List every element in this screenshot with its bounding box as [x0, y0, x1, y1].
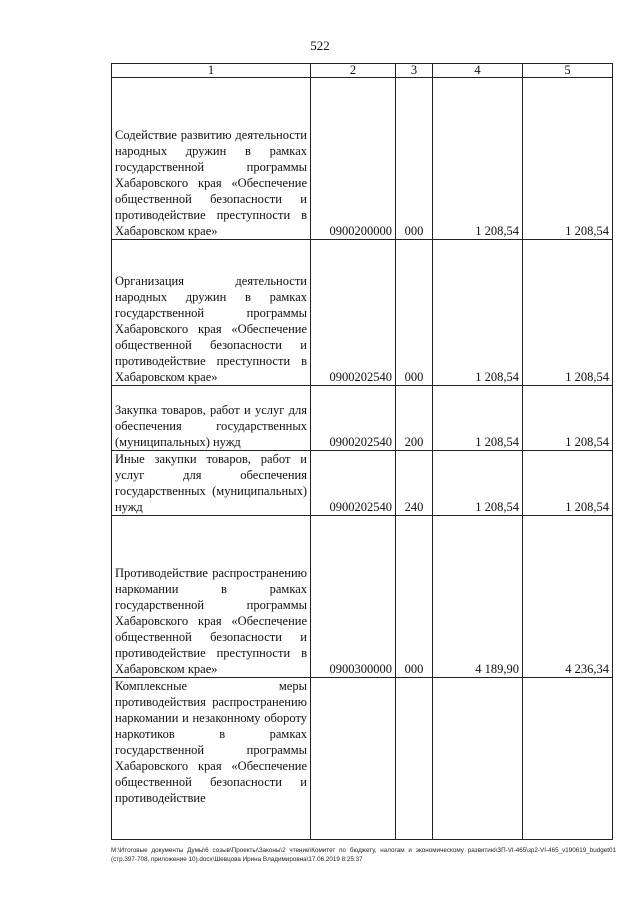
row-value-2: 1 208,54 — [523, 386, 613, 451]
row-value-2: 1 208,54 — [523, 240, 613, 386]
table-row — [112, 78, 613, 240]
row-type: 000 — [396, 78, 433, 240]
row-value-1: 1 208,54 — [433, 78, 523, 240]
row-value-2: 1 208,54 — [523, 451, 613, 516]
table-header-row — [112, 64, 613, 78]
row-name: Содействие развитию деятельности народных дружин в рамках государственной программы Хабаровского края «Обеспечение общественной безопасности и противодействие преступности в Хабаровском крае» — [112, 78, 311, 240]
budget-table — [111, 63, 613, 840]
table-row — [112, 240, 613, 386]
row-code: 0900202540 — [311, 386, 396, 451]
row-value-2: 1 208,54 — [523, 78, 613, 240]
table-row — [112, 386, 613, 451]
row-name: Организация деятельности народных дружин в рамках государственной программы Хабаровского края «Обеспечение общественной безопасности и противодействие преступности в Хабаровском крае» — [112, 240, 311, 386]
row-name: Иные закупки товаров, работ и услуг для обеспечения государственных (муниципальных) нужд — [112, 451, 311, 516]
row-code — [311, 678, 396, 840]
row-value-1: 1 208,54 — [433, 240, 523, 386]
row-type: 240 — [396, 451, 433, 516]
table-row — [112, 451, 613, 516]
row-code: 0900300000 — [311, 516, 396, 678]
row-code: 0900200000 — [311, 78, 396, 240]
row-value-1: 4 189,90 — [433, 516, 523, 678]
file-path-footer: M:\Итоговые документы Думы\6 созыв\Проекты\Законы\2 чтение\Комитет по бюджету, налогам и экономическому развитию\ЗП-VI-465\зр2-VI-465_v190619_budget01 (стр.397-708, приложение 10).docx\Шевцова Ирина Владимировна\17.06.2019 8:25:37 — [111, 847, 616, 863]
page-number: 522 — [310, 38, 330, 53]
row-value-1: 1 208,54 — [433, 451, 523, 516]
table-row — [112, 678, 613, 840]
column-header: 5 — [523, 64, 613, 78]
column-header: 3 — [396, 64, 433, 78]
table-row — [112, 516, 613, 678]
row-name: Противодействие распространению наркомании в рамках государственной программы Хабаровского края «Обеспечение общественной безопасности и противодействие преступности в Хабаровском крае» — [112, 516, 311, 678]
row-value-1 — [433, 678, 523, 840]
row-value-2 — [523, 678, 613, 840]
row-type: 200 — [396, 386, 433, 451]
column-header: 2 — [311, 64, 396, 78]
row-type: 000 — [396, 240, 433, 386]
row-value-2: 4 236,34 — [523, 516, 613, 678]
row-code: 0900202540 — [311, 240, 396, 386]
column-header: 1 — [112, 64, 311, 78]
row-value-1: 1 208,54 — [433, 386, 523, 451]
row-code: 0900202540 — [311, 451, 396, 516]
row-name: Комплексные меры противодействия распространению наркомании и незаконному обороту наркотиков в рамках государственной программы Хабаровского края «Обеспечение общественной безопасности и противодействие — [112, 678, 311, 840]
row-type: 000 — [396, 516, 433, 678]
column-header: 4 — [433, 64, 523, 78]
row-type — [396, 678, 433, 840]
row-name: Закупка товаров, работ и услуг для обеспечения государственных (муниципальных) нужд — [112, 386, 311, 451]
